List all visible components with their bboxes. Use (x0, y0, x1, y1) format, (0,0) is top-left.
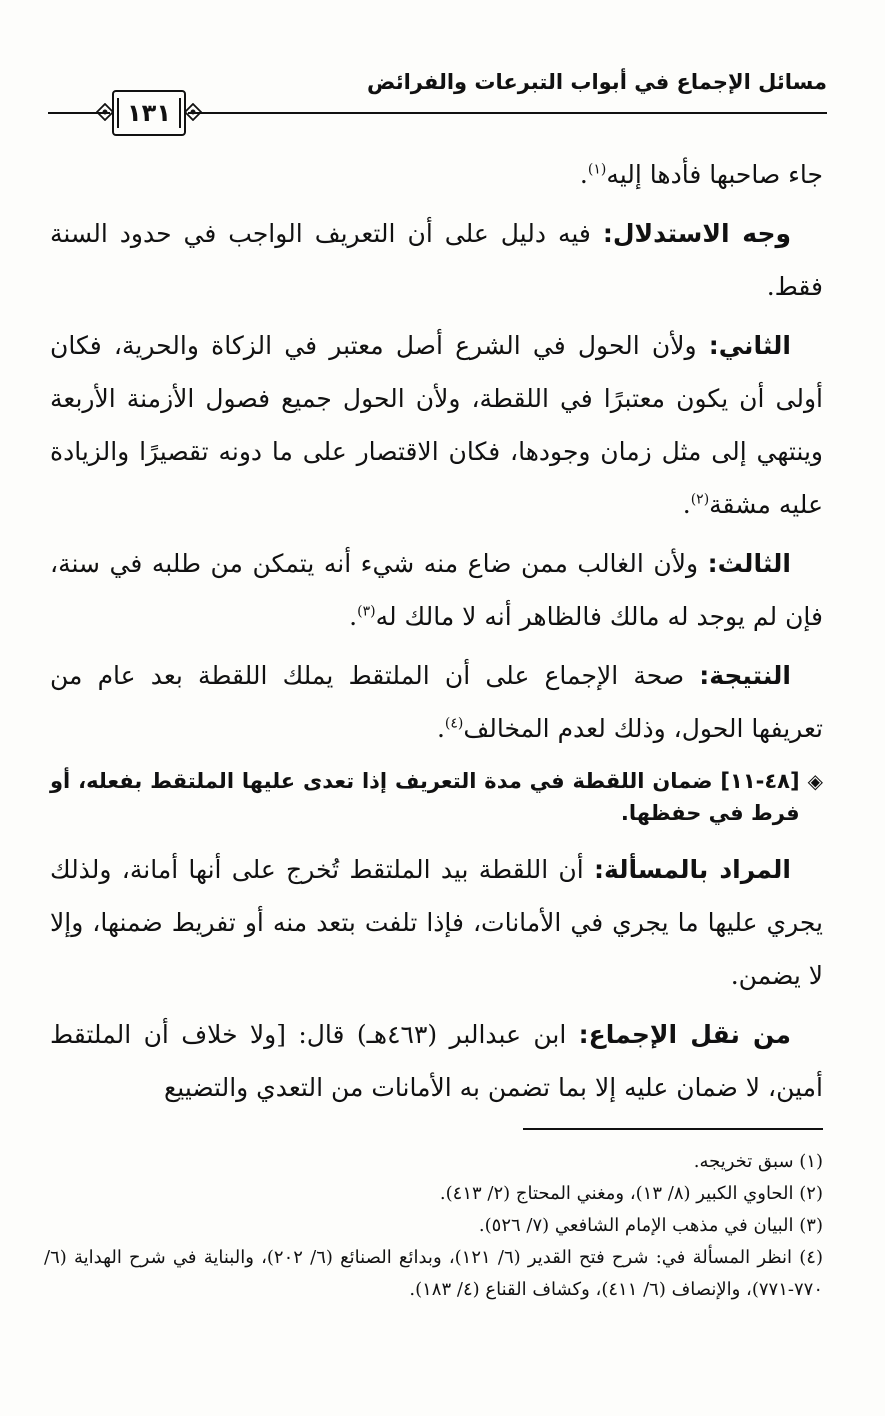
third-label: الثالث: (707, 549, 791, 578)
consensus-source-label: من نقل الإجماع: (578, 1020, 792, 1049)
running-header-title: مسائل الإجماع في أبواب التبرعات والفرائض (367, 70, 827, 94)
footnote-4: (٤) انظر المسألة في: شرح فتح القدير (٦/ ١٢١)، وبدائع الصنائع (٦/ ٢٠٢)، والبناية في شرح الهداية (٦/ ٧٧٠-٧٧١)، والإنصاف (٦/ ٤١١)، وكشاف القناع (٤/ ١٨٣). (44, 1247, 823, 1300)
page-number-frame (112, 90, 186, 136)
diamond-bullet-icon: ◈ (807, 769, 823, 793)
footnote-1: (١) سبق تخريجه. (693, 1151, 823, 1172)
main-text (50, 148, 823, 1120)
second-label: الثاني: (708, 331, 791, 360)
paragraph-second: الثاني: ولأن الحول في الشرع أصل معتبر في الزكاة والحرية، فكان أولى أن يكون معتبرًا في اللقطة، ولأن الحول جميع فصول الأزمنة الأربعة وينتهي إلى مثل زمان وجودها، فكان الاقتصار على ما دونه تقصيرًا والزيادة عليه مشقة$^{(٢)}$. (50, 331, 823, 519)
footnotes (44, 1146, 823, 1306)
footnote-ref-2[interactable]: (٢) (690, 491, 710, 508)
paragraph-third: الثالث: ولأن الغالب ممن ضاع منه شيء أنه يتمكن من طلبه في سنة، فإن لم يوجد له مالك فالظاهر أنه لا مالك له$^{(٣)}$. (50, 549, 823, 631)
header-rule (188, 112, 827, 114)
footnote-ref-1[interactable]: (١) (587, 161, 607, 178)
result-label: النتيجة: (699, 661, 791, 690)
footnote-ref-4[interactable]: (٤) (444, 715, 464, 732)
paragraph-evidence: وجه الاستدلال: فيه دليل على أن التعريف الواجب في حدود السنة فقط. (50, 219, 823, 301)
meaning-label: المراد بالمسألة: (594, 855, 791, 884)
paragraph-1: جاء صاحبها فأدها إليه$^{(١)}$. (579, 160, 823, 189)
page-number: ١٣١ (117, 98, 181, 128)
section-heading-text: [٤٨-١١] ضمان اللقطة في مدة التعريف إذا تعدى عليها الملتقط بفعله، أو فرط في حفظها. (50, 769, 800, 825)
paragraph-consensus-source: من نقل الإجماع: ابن عبدالبر (٤٦٣هـ) قال: [ولا خلاف أن الملتقط أمين، لا ضمان عليه إلا بما تضمن به الأمانات من التعدي والتضييع (50, 1020, 823, 1102)
footnote-3: (٣) البيان في مذهب الإمام الشافعي (٧/ ٥٢٦). (478, 1215, 823, 1236)
paragraph-meaning: المراد بالمسألة: أن اللقطة بيد الملتقط تُخرج على أنها أمانة، ولذلك يجري عليها ما يجري في الأمانات، فإذا تلفت بتعد منه أو تفريط ضمنها، وإلا لا يضمن. (50, 855, 823, 990)
ornament-right-icon (184, 103, 202, 121)
evidence-label: وجه الاستدلال: (602, 219, 791, 248)
footnote-2: (٢) الحاوي الكبير (٨/ ١٣)، ومغني المحتاج (٢/ ٤١٣). (439, 1183, 823, 1204)
paragraph-result: النتيجة: صحة الإجماع على أن الملتقط يملك اللقطة بعد عام من تعريفها الحول، وذلك لعدم المخالف$^{(٤)}$. (50, 661, 823, 743)
section-heading (50, 765, 823, 829)
footnote-separator (523, 1128, 823, 1130)
footnote-ref-3[interactable]: (٣) (357, 603, 376, 620)
